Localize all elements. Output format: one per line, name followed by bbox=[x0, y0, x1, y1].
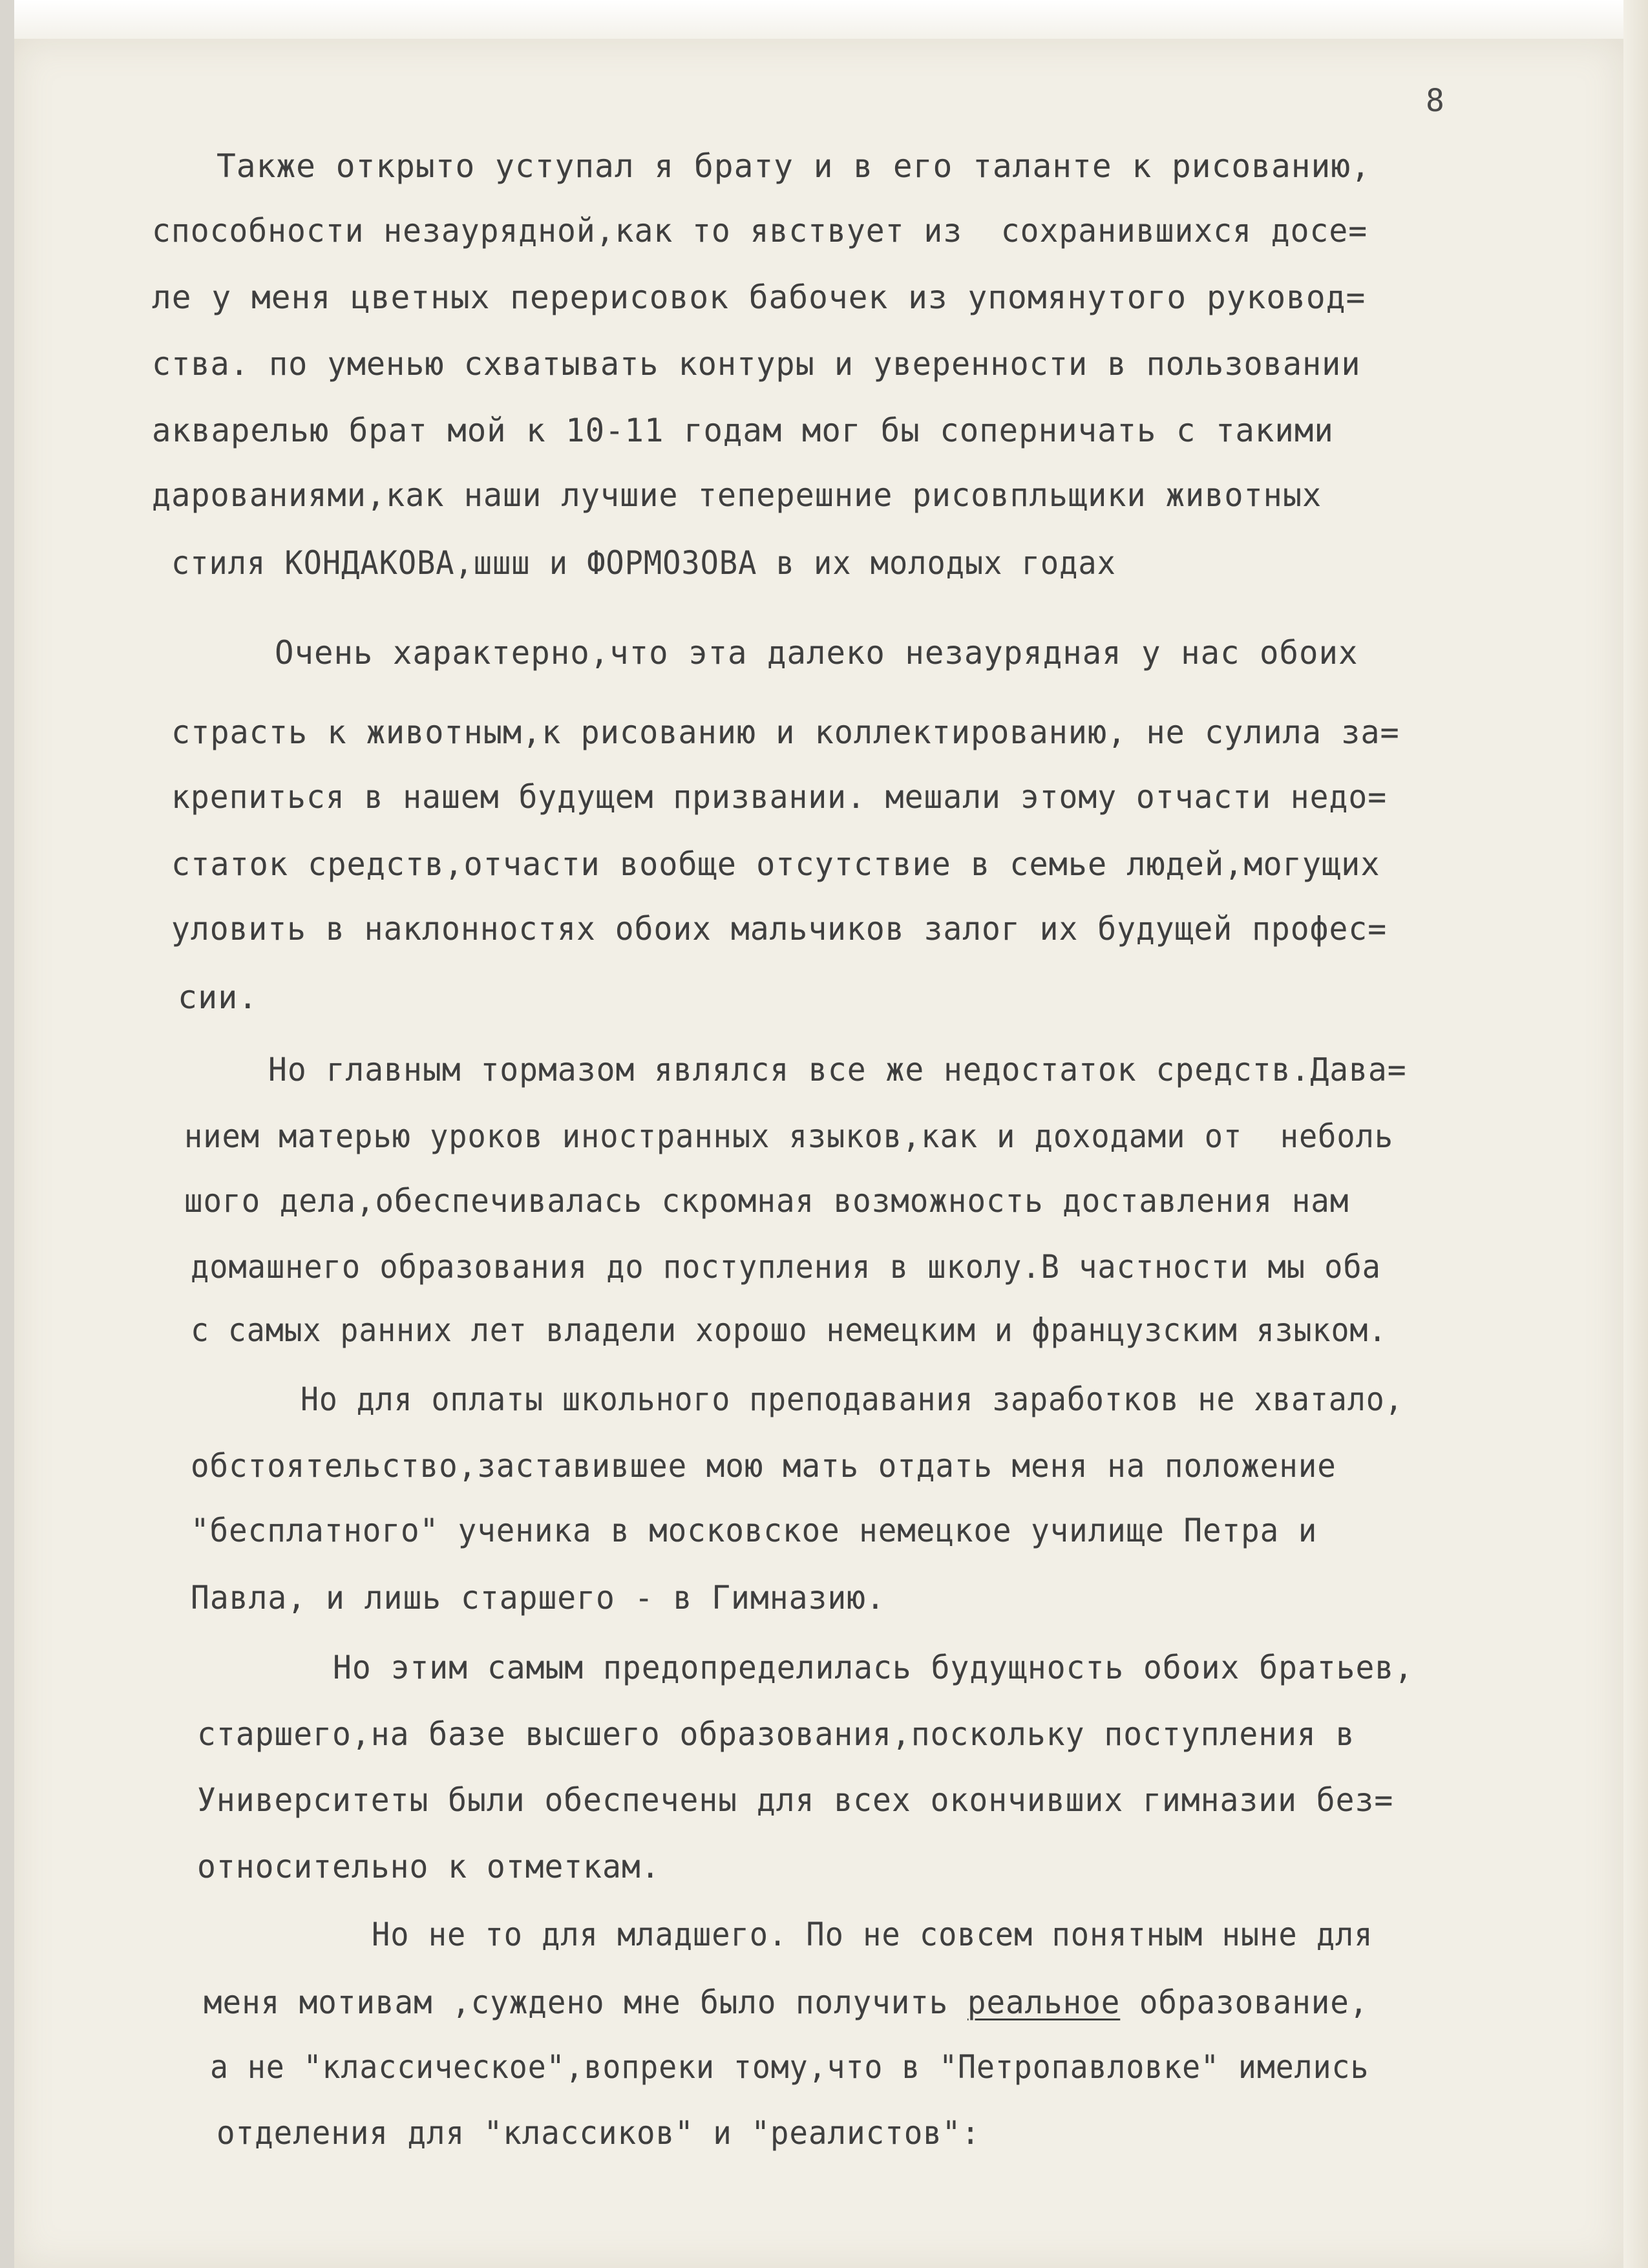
text-line: акварелью брат мой к 10-11 годам мог бы соперничать с такими bbox=[152, 412, 1334, 449]
text-line: дарованиями,как наши лучшие теперешние рисовпльщики животных bbox=[152, 476, 1322, 514]
text-line: Также открыто уступал я брату и в его таланте к рисованию, bbox=[217, 147, 1371, 185]
text-line: Но этим самым предопределилась будущность обоих братьев, bbox=[333, 1649, 1414, 1686]
text-line: нием матерью уроков иностранных языков,как и доходами от неболь bbox=[184, 1118, 1394, 1155]
text-line bbox=[204, 1986, 1368, 2019]
text-line: шого дела,обеспечивалась скромная возможность доставления нам bbox=[184, 1182, 1349, 1220]
underlined-word: реальное bbox=[967, 1984, 1121, 2021]
text-line: относительно к отметкам. bbox=[197, 1848, 660, 1885]
text-segment: меня мотивам ,суждено мне было получить bbox=[204, 1984, 967, 2021]
scan-background-top bbox=[0, 0, 1648, 39]
text-line: ле у меня цветных перерисовок бабочек из упомянутого руковод= bbox=[152, 279, 1366, 316]
text-line: старшего,на базе высшего образования,поскольку поступления в bbox=[197, 1715, 1355, 1753]
text-line: сии. bbox=[178, 979, 259, 1016]
text-line: отделения для "классиков" и "реалистов": bbox=[217, 2114, 980, 2152]
text-line: ства. по уменью схватывать контуры и уверенности в пользовании bbox=[152, 345, 1361, 383]
text-line: Но не то для младшего. По не совсем понятным ныне для bbox=[372, 1916, 1373, 1953]
text-line: "бесплатного" ученика в московское немецкое училище Петра и bbox=[191, 1512, 1318, 1549]
text-line: с самых ранних лет владели хорошо немецким и французским языком. bbox=[191, 1311, 1388, 1349]
text-line: домашнего образования до поступления в школу.В частности мы оба bbox=[191, 1248, 1381, 1286]
text-line: Но для оплаты школьного преподавания заработков не хватало, bbox=[301, 1381, 1404, 1418]
text-line: статок средств,отчасти вообще отсутствие в семье людей,могущих bbox=[171, 845, 1380, 883]
text-line: Но главным тормазом являлся все же недостаток средств.Дава= bbox=[268, 1051, 1407, 1088]
sheet-right-edge bbox=[1623, 0, 1648, 2268]
text-line: Университеты были обеспечены для всех окончивших гимназии без= bbox=[197, 1781, 1394, 1819]
text-line: а не "классическое",вопреки тому,что в "Петропавловке" имелись bbox=[210, 2048, 1369, 2086]
text-line: Очень характерно,что эта далеко незаурядная у нас обоих bbox=[275, 634, 1358, 672]
text-segment: образование, bbox=[1120, 1984, 1369, 2021]
text-line: способности незаурядной,как то явствует из сохранившихся досе= bbox=[152, 212, 1368, 249]
page-number: 8 bbox=[1426, 83, 1444, 119]
text-line: стиля КОНДАКОВА,шшш и ФОРМОЗОВА в их молодых годах bbox=[171, 544, 1116, 582]
text-line: уловить в наклонностях обоих мальчиков залог их будущей профес= bbox=[171, 910, 1388, 948]
scan-background-left bbox=[0, 0, 14, 2268]
text-line: крепиться в нашем будущем призвании. мешали этому отчасти недо= bbox=[171, 778, 1388, 816]
text-line: Павла, и лишь старшего - в Гимназию. bbox=[191, 1579, 885, 1616]
text-line: страсть к животным,к рисованию и коллектированию, не сулила за= bbox=[171, 714, 1400, 751]
text-line: обстоятельство,заставившее мою мать отдать меня на положение bbox=[191, 1447, 1336, 1485]
